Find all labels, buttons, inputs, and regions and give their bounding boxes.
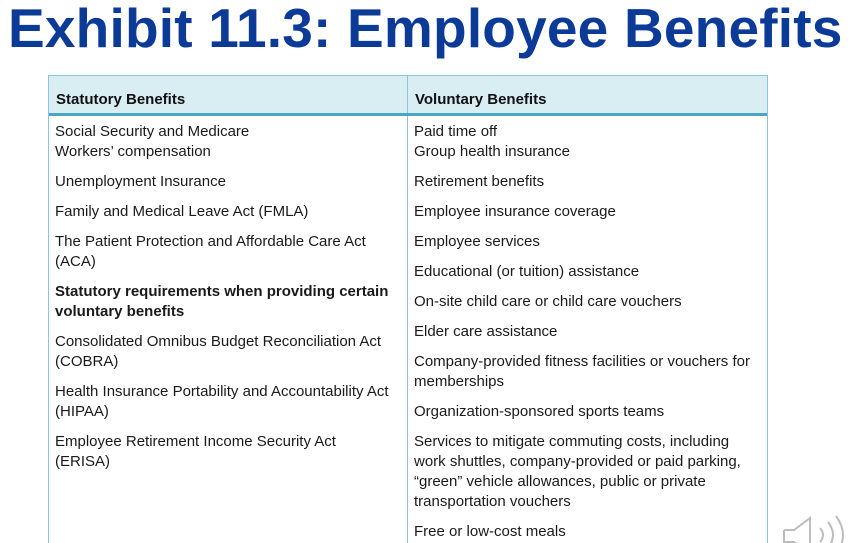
statutory-item-line: (ACA) xyxy=(55,253,96,270)
statutory-item xyxy=(55,282,407,322)
voluntary-item xyxy=(414,322,767,342)
voluntary-item xyxy=(414,352,767,392)
voluntary-item xyxy=(414,292,767,312)
statutory-item-line: (ERISA) xyxy=(55,453,111,470)
table-header xyxy=(49,76,767,116)
statutory-item-line: voluntary benefits xyxy=(55,303,185,320)
voluntary-item-line: “green” vehicle allowances, public or private xyxy=(414,473,706,490)
statutory-item xyxy=(55,432,407,472)
header-voluntary: Voluntary Benefits xyxy=(415,91,547,108)
statutory-column xyxy=(49,116,408,543)
voluntary-column xyxy=(408,116,767,543)
voluntary-item-line: Organization-sponsored sports teams xyxy=(414,403,665,420)
statutory-item-line: (COBRA) xyxy=(55,353,119,370)
voluntary-item-line: Company-provided fitness facilities or vouchers for xyxy=(414,353,750,370)
page-title: Exhibit 11.3: Employee Benefits xyxy=(8,0,843,59)
statutory-item xyxy=(55,382,407,422)
voluntary-item-line: Employee services xyxy=(414,233,540,250)
voluntary-item-line: Services to mitigate commuting costs, including xyxy=(414,433,730,450)
statutory-item-line: Employee Retirement Income Security Act xyxy=(55,433,336,450)
benefits-table xyxy=(48,75,768,543)
statutory-item-line: Workers’ compensation xyxy=(55,143,211,160)
statutory-item xyxy=(55,232,407,272)
statutory-item-line: Family and Medical Leave Act (FMLA) xyxy=(55,203,309,220)
statutory-item-line: Unemployment Insurance xyxy=(55,173,226,190)
voluntary-item-line: Employee insurance coverage xyxy=(414,203,616,220)
voluntary-item-line: work shuttles, company-provided or paid parking, xyxy=(414,453,741,470)
voluntary-item xyxy=(414,122,767,162)
voluntary-item-line: Elder care assistance xyxy=(414,323,558,340)
voluntary-item xyxy=(414,432,767,512)
voluntary-item xyxy=(414,522,767,542)
statutory-item-line: The Patient Protection and Affordable Care Act xyxy=(55,233,366,250)
voluntary-item-line: Group health insurance xyxy=(414,143,570,160)
voluntary-item-line: memberships xyxy=(414,373,505,390)
voluntary-item-line: Educational (or tuition) assistance xyxy=(414,263,640,280)
voluntary-item xyxy=(414,202,767,222)
statutory-item xyxy=(55,122,407,162)
voluntary-item-line: Paid time off xyxy=(414,123,498,140)
header-statutory: Statutory Benefits xyxy=(49,76,408,113)
voluntary-item-line: transportation vouchers xyxy=(414,493,571,510)
voluntary-item xyxy=(414,402,767,422)
voluntary-item-line: On-site child care or child care vouchers xyxy=(414,293,682,310)
statutory-item-line: Health Insurance Portability and Accountability Act xyxy=(55,383,389,400)
statutory-item xyxy=(55,332,407,372)
statutory-item xyxy=(55,172,407,192)
voluntary-item xyxy=(414,172,767,192)
statutory-item-line: (HIPAA) xyxy=(55,403,109,420)
table-body xyxy=(49,116,767,543)
statutory-item-line: Consolidated Omnibus Budget Reconciliation Act xyxy=(55,333,382,350)
statutory-item xyxy=(55,202,407,222)
statutory-item-line: Social Security and Medicare xyxy=(55,123,250,140)
voluntary-item-line: Free or low-cost meals xyxy=(414,523,566,540)
voluntary-item xyxy=(414,262,767,282)
statutory-item-line: Statutory requirements when providing certain xyxy=(55,283,389,300)
voluntary-item-line: Retirement benefits xyxy=(414,173,545,190)
voluntary-item xyxy=(414,232,767,252)
speaker-icon[interactable] xyxy=(780,508,860,543)
